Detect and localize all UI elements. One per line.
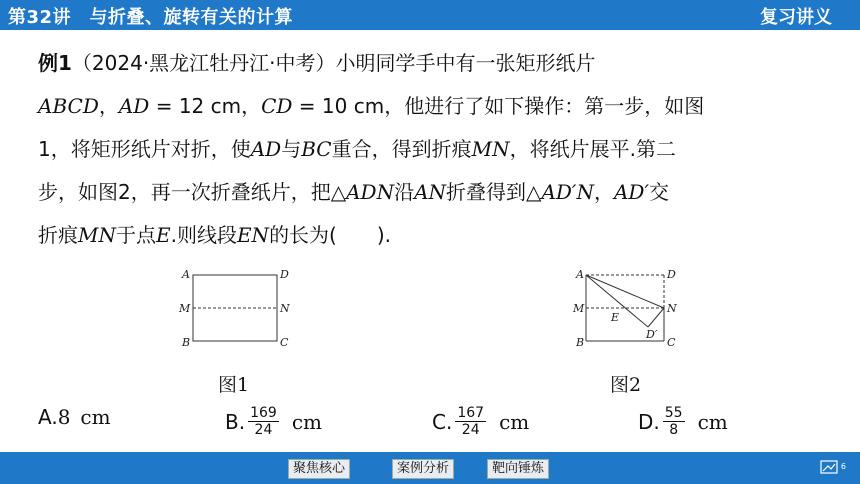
fraction	[663, 405, 685, 438]
text: 的长为( ).	[269, 223, 392, 247]
option-letter: D.	[638, 409, 660, 434]
text: 与	[281, 137, 302, 161]
option-unit: cm	[499, 409, 530, 434]
nav-button-case-analysis[interactable]: 案例分析	[392, 459, 454, 479]
text: 折叠得到△	[446, 180, 542, 204]
option-unit: cm	[291, 409, 322, 434]
math-adn: ADN	[346, 180, 395, 204]
label-c: C	[667, 336, 676, 349]
text: = 10 cm，他进行了如下操作：第一步，如图	[292, 94, 705, 118]
figure-2-caption: 图2	[610, 374, 642, 396]
denominator: 24	[461, 422, 480, 438]
label-m: M	[573, 302, 585, 315]
math-en: EN	[236, 223, 270, 247]
problem-line-1	[38, 42, 838, 85]
problem-source: （2024·黑龙江牡丹江·中考）小明同学手中有一张矩形纸片	[71, 51, 596, 75]
segment-dpn	[648, 308, 664, 327]
text: 折痕	[38, 223, 78, 247]
option-d[interactable]	[638, 405, 728, 438]
problem-line-2	[38, 85, 838, 128]
text: 沿	[394, 180, 415, 204]
text: 重合，得到折痕	[331, 137, 472, 161]
option-letter: C.	[432, 409, 453, 434]
label-a: A	[182, 268, 190, 281]
figure-1	[175, 266, 305, 354]
label-a: A	[576, 268, 584, 281]
numerator: 167	[457, 405, 485, 421]
label-b: B	[182, 336, 191, 349]
figure-2	[570, 266, 690, 354]
math-ad: AD	[250, 137, 282, 161]
label-c: C	[280, 336, 289, 349]
math-e: E	[155, 223, 171, 247]
text: 交	[649, 180, 669, 204]
label-n: N	[280, 302, 290, 315]
footer-bar	[0, 452, 860, 484]
option-letter: A.	[38, 405, 58, 429]
text: = 12 cm，	[149, 94, 262, 118]
numerator: 55	[664, 405, 683, 421]
text: ，	[593, 180, 614, 204]
math-ad: AD	[118, 94, 150, 118]
text: 步，如图2，再一次折叠纸片，把△	[38, 180, 347, 204]
text: ，	[98, 94, 119, 118]
text: 1，将矩形纸片对折，使	[38, 137, 251, 161]
section-label: 复习讲义	[760, 7, 832, 28]
nav-button-focus-core[interactable]: 聚焦核心	[288, 459, 350, 479]
text: .则线段	[170, 223, 237, 247]
fraction	[248, 405, 279, 438]
header-bar	[0, 0, 860, 30]
text: ，将纸片展平.第二	[509, 137, 676, 161]
label-d: D	[667, 268, 676, 281]
problem-line-3	[38, 128, 838, 171]
label-n: N	[667, 302, 677, 315]
problem-line-5	[38, 214, 838, 257]
label-dprime: D′	[646, 328, 658, 341]
option-unit: cm	[697, 409, 728, 434]
math-adpn: AD′N	[541, 180, 594, 204]
math-mn: MN	[78, 223, 116, 247]
option-letter: B.	[225, 409, 246, 434]
page-number: 6	[840, 462, 846, 471]
segment-an	[586, 275, 664, 308]
problem-text	[38, 42, 838, 257]
math-mn: MN	[471, 137, 510, 161]
example-label: 例1	[38, 51, 72, 75]
label-b: B	[576, 336, 585, 349]
figure-1-caption: 图1	[218, 374, 250, 396]
option-unit: cm	[80, 405, 111, 429]
option-a[interactable]	[38, 405, 111, 429]
page-icon[interactable]	[820, 460, 838, 474]
label-m: M	[179, 302, 191, 315]
option-c[interactable]	[432, 405, 529, 438]
math-an: AN	[414, 180, 447, 204]
nav-button-targeted-practice[interactable]: 靶向锤炼	[487, 459, 549, 479]
option-value: 8	[57, 405, 71, 429]
problem-line-4	[38, 171, 838, 214]
math-cd: CD	[261, 94, 293, 118]
numerator: 169	[250, 405, 277, 421]
math-bc: BC	[301, 137, 332, 161]
denominator: 24	[254, 422, 273, 438]
math-abcd: ABCD	[38, 94, 99, 118]
fraction	[455, 405, 486, 438]
label-d: D	[280, 268, 289, 281]
option-b[interactable]	[225, 405, 322, 438]
math-adp: AD′	[613, 180, 649, 204]
denominator: 8	[669, 422, 679, 438]
label-e: E	[611, 311, 620, 324]
lesson-title: 第32讲 与折叠、旋转有关的计算	[8, 7, 294, 28]
text: 于点	[115, 223, 156, 247]
